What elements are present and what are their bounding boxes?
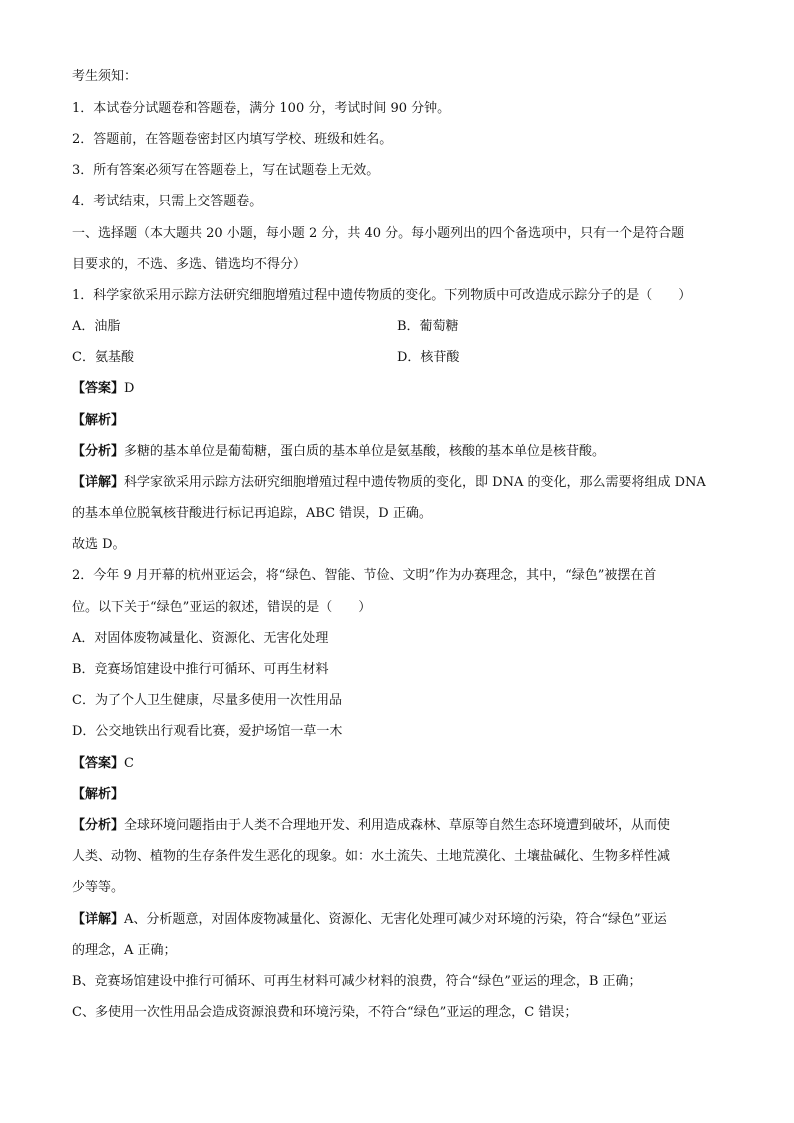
section-title-cont: 目要求的，不选、多选、错选均不得分） [72, 257, 307, 272]
q1-conclusion: 故选 D。 [72, 537, 126, 552]
q2-xiangjie-cont: B、竞赛场馆建设中推行可循环、可再生材料可减少材料的浪费，符合“绿色”亚运的理念，B 正确； [72, 974, 642, 989]
q2-option-d: D．公交地铁出行观看比赛，爱护场馆一草一木 [72, 724, 343, 739]
question-2-stem: 2．今年 9 月开幕的杭州亚运会，将“绿色、智能、节俭、文明”作为办赛理念，其中，“绿色”被摆在首 [72, 568, 657, 583]
q2-fenxi [72, 817, 670, 835]
fenxi-text: 多糖的基本单位是葡萄糖，蛋白质的基本单位是氨基酸，核酸的基本单位是核苷酸。 [124, 444, 606, 459]
notice-item: 2．答题前，在答题卷密封区内填写学校、班级和姓名。 [72, 132, 393, 147]
fenxi-tag: 【分析】 [72, 818, 125, 833]
analysis-tag: 【解析】 [72, 413, 125, 428]
notice-item: 1．本试卷分试题卷和答题卷，满分 100 分，考试时间 90 分钟。 [72, 101, 451, 116]
q2-fenxi-cont: 人类、动物、植物的生存条件发生恶化的现象。如：水土流失、土地荒漠化、土壤盐碱化、生物多样性减 [72, 849, 671, 864]
notice-item: 3．所有答案必须写在答题卷上，写在试题卷上无效。 [72, 163, 380, 178]
notice-heading: 考生须知： [72, 69, 138, 84]
q1-answer [72, 380, 134, 398]
q2-answer [72, 755, 134, 773]
xiangjie-tag: 【详解】 [72, 475, 125, 490]
q2-fenxi-cont: 少等等。 [72, 880, 125, 895]
q1-xiangjie-cont: 的基本单位脱氧核苷酸进行标记再追踪，ABC 错误，D 正确。 [72, 506, 432, 521]
q2-xiangjie-cont: C、多使用一次性用品会造成资源浪费和环境污染，不符合“绿色”亚运的理念，C 错误； [72, 1005, 578, 1020]
fenxi-tag: 【分析】 [72, 444, 125, 459]
q2-option-a: A．对固体废物减量化、资源化、无害化处理 [72, 631, 329, 646]
xiangjie-tag: 【详解】 [72, 912, 125, 927]
q1-option-d: D．核苷酸 [397, 350, 460, 365]
analysis-tag: 【解析】 [72, 787, 125, 802]
question-2-stem-cont: 位。以下关于“绿色”亚运的叙述，错误的是（ ） [72, 600, 372, 615]
q2-option-b: B．竞赛场馆建设中推行可循环、可再生材料 [72, 662, 329, 677]
q1-option-a: A．油脂 [72, 319, 121, 334]
section-title: 一、选择题（本大题共 20 小题，每小题 2 分，共 40 分。每小题列出的四个备选项中，只有一个是符合题 [72, 226, 685, 241]
answer-tag: 【答案】 [72, 381, 125, 396]
q1-fenxi [72, 443, 605, 461]
question-1-stem: 1．科学家欲采用示踪方法研究细胞增殖过程中遗传物质的变化。下列物质中可改造成示踪分子的是（ ） [72, 288, 692, 303]
q1-xiangjie [72, 474, 706, 492]
answer-value: D [124, 381, 135, 396]
answer-value: C [124, 756, 134, 771]
xiangjie-text: 科学家欲采用示踪方法研究细胞增殖过程中遗传物质的变化，即 DNA 的变化，那么需要将组成 DNA [124, 475, 706, 490]
q1-option-b: B．葡萄糖 [397, 319, 459, 334]
q2-option-c: C．为了个人卫生健康，尽量多使用一次性用品 [72, 693, 342, 708]
q2-xiangjie-cont: 的理念，A 正确； [72, 943, 177, 958]
answer-tag: 【答案】 [72, 756, 125, 771]
q1-option-c: C．氨基酸 [72, 350, 134, 365]
q1-analysis-tag [72, 412, 124, 430]
fenxi-text: 全球环境问题指由于人类不合理地开发、利用造成森林、草原等自然生态环境遭到破坏，从而使 [124, 818, 671, 833]
q2-xiangjie [72, 911, 667, 929]
notice-item: 4．考试结束，只需上交答题卷。 [72, 194, 263, 209]
q2-analysis-tag [72, 786, 124, 804]
xiangjie-text: A、分析题意，对固体废物减量化、资源化、无害化处理可减少对环境的污染，符合“绿色”亚运 [124, 912, 667, 927]
